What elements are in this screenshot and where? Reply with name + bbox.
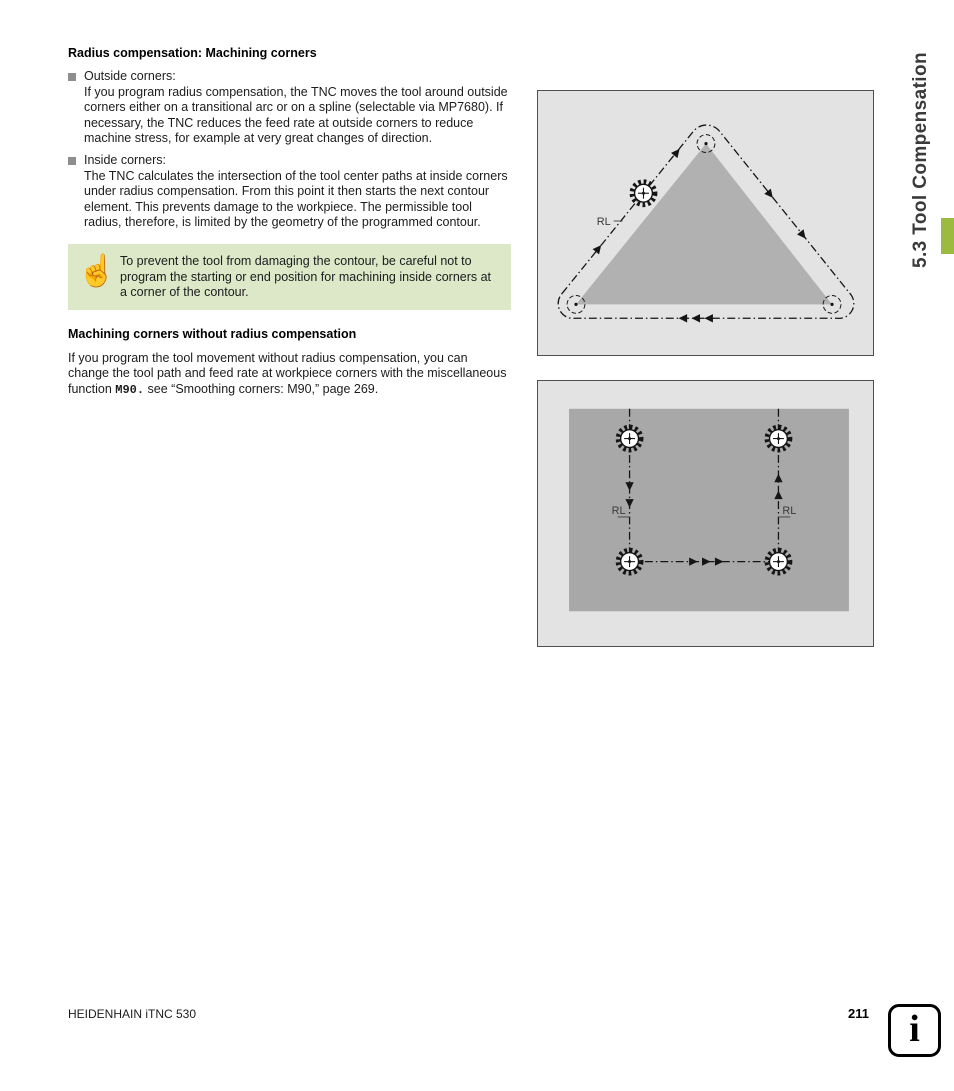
list-item-inside-corners xyxy=(68,153,511,231)
info-icon-glyph: i xyxy=(909,1007,920,1050)
bullet-text xyxy=(84,69,511,147)
figure2-canvas xyxy=(538,381,873,646)
page-number: 211 xyxy=(848,1006,869,1021)
footer-product-name: HEIDENHAIN iTNC 530 xyxy=(68,1007,197,1021)
info-icon xyxy=(888,1004,941,1057)
paragraph-text: see “Smoothing corners: M90,” page 269. xyxy=(144,381,379,396)
chapter-label: 5.3 Tool Compensation xyxy=(910,52,931,269)
figure-outside-corners xyxy=(537,90,874,356)
bullet-title: Outside corners: xyxy=(84,69,176,83)
hand-icon: ☝ xyxy=(77,252,117,288)
text-column xyxy=(68,46,511,399)
note-text: To prevent the tool from damaging the contour, be careful not to program the starting or end position for machining inside corners at a corner of the contour. xyxy=(120,253,492,300)
paragraph-text: If you program the tool movement without radius compensation, you can change the tool path and feed rate at workpiece corners with the miscellaneous function xyxy=(68,350,507,396)
bullet-body: The TNC calculates the intersection of the tool center paths at inside corners under radius compensation. From this point it then starts the next contour element. This prevents damage to the workpiece. The permissible tool radius, therefore, is limited by the geometry of the programmed contour. xyxy=(84,168,508,230)
bullet-title: Inside corners: xyxy=(84,152,166,167)
rl-label: RL xyxy=(596,215,611,228)
rl-label-left: RL xyxy=(611,504,626,517)
note-box xyxy=(68,244,511,310)
bullet-square-icon xyxy=(68,73,76,81)
section-heading-without-compensation: Machining corners without radius compensation xyxy=(68,326,357,341)
code-m90: M90. xyxy=(115,382,145,397)
rl-label-right: RL xyxy=(782,504,797,517)
cutter-icon xyxy=(632,182,655,205)
bullet-square-icon xyxy=(68,157,76,165)
figure-without-compensation xyxy=(537,380,874,647)
chapter-tab xyxy=(941,218,954,254)
figure1-canvas xyxy=(538,91,873,355)
bullet-text xyxy=(84,153,511,231)
list-item-outside-corners xyxy=(68,69,511,147)
section-heading-radius-compensation: Radius compensation: Machining corners xyxy=(68,46,317,60)
paragraph xyxy=(68,351,511,399)
bullet-body: If you program radius compensation, the TNC moves the tool around outside corners either on a transitional arc or on a spline (selectable via MP7680). If necessary, the TNC reduces the feed rate at outside corners to reduce machine stress, for example at very great changes of direction. xyxy=(84,84,508,146)
